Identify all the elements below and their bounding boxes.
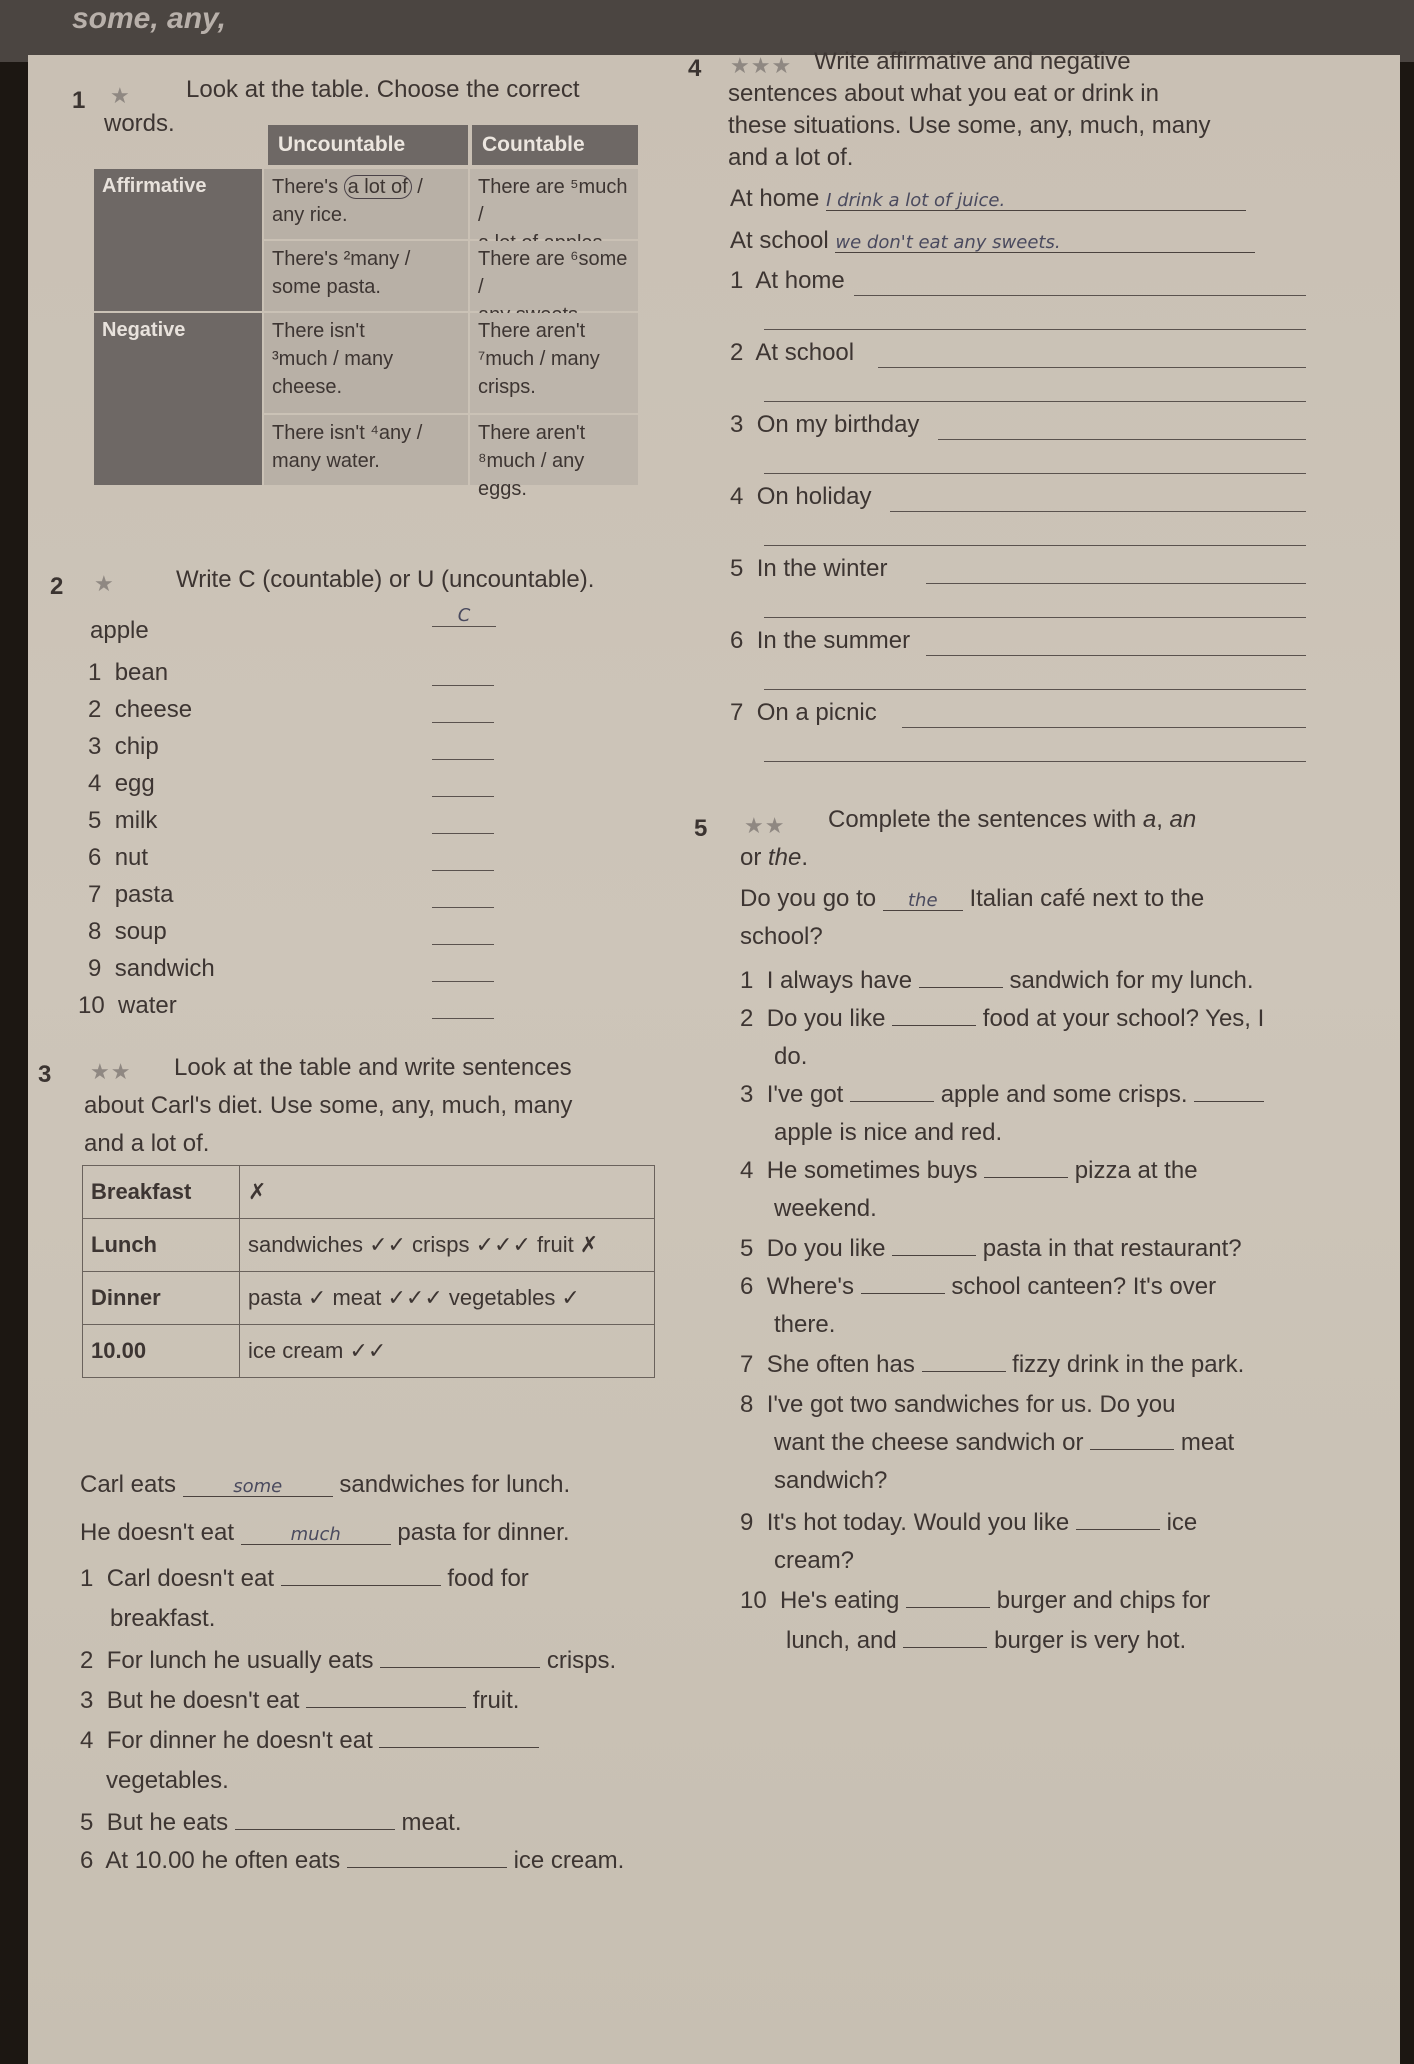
answer-blank[interactable] <box>892 1235 976 1256</box>
ex4-item: 1 At home <box>730 267 845 294</box>
answer-blank[interactable] <box>890 511 1306 512</box>
ex5-sentence-6: 6 Where's school canteen? It's over <box>740 1273 1217 1300</box>
answer-blank[interactable] <box>1076 1509 1160 1530</box>
ex4-example-home: At home I drink a lot of juice. <box>730 185 1246 213</box>
answer-blank[interactable] <box>892 1005 976 1026</box>
ex5-sentence-8-cont: want the cheese sandwich or meat <box>774 1429 1235 1456</box>
ex1-stars: ★ <box>110 83 131 108</box>
answer-line[interactable] <box>764 401 1306 402</box>
answer-blank[interactable] <box>926 655 1306 656</box>
answer-blank[interactable] <box>379 1727 539 1748</box>
ex5-example-answer: the <box>883 890 963 911</box>
ex5-sentence-2-cont: do. <box>774 1043 808 1070</box>
ex3-example-b-answer: much <box>241 1524 391 1545</box>
ex5-sentence-10-cont: lunch, and burger is very hot. <box>786 1627 1187 1654</box>
ex2-number: 2 <box>50 573 64 600</box>
ex5-sentence-8: 8 I've got two sandwiches for us. Do you <box>740 1391 1176 1418</box>
answer-blank[interactable] <box>432 833 494 834</box>
ex5-sentence-6-cont: there. <box>774 1311 836 1338</box>
ex4-example-school-answer: we don't eat any sweets. <box>835 232 1255 253</box>
table-cell: There's a lot of / any rice. <box>264 169 468 239</box>
answer-blank[interactable] <box>432 685 494 686</box>
answer-blank[interactable] <box>906 1587 990 1608</box>
ex4-stars: ★★★ <box>730 53 793 78</box>
ex2-item: 1 bean <box>88 659 169 686</box>
answer-blank[interactable] <box>938 439 1306 440</box>
ex3-example-a: Carl eats some sandwiches for lunch. <box>80 1471 571 1498</box>
ex5-sentence-5: 5 Do you like pasta in that restaurant? <box>740 1235 1242 1262</box>
answer-line[interactable] <box>764 329 1306 330</box>
ex2-item: 4 egg <box>88 770 155 797</box>
answer-blank[interactable] <box>861 1273 945 1294</box>
ex2-item: 5 milk <box>88 807 158 834</box>
workbook-page <box>28 48 1400 2064</box>
ex3-question-2: 2 For lunch he usually eats crisps. <box>80 1647 617 1674</box>
answer-blank[interactable] <box>903 1627 987 1648</box>
answer-line[interactable] <box>764 761 1306 762</box>
table-cell: There aren't ⁸much / any eggs. <box>470 415 638 485</box>
answer-blank[interactable] <box>432 944 494 945</box>
ex4-item: 2 At school <box>730 339 855 366</box>
ex4-example-home-answer: I drink a lot of juice. <box>826 190 1246 211</box>
answer-line[interactable] <box>764 473 1306 474</box>
answer-blank[interactable] <box>235 1809 395 1830</box>
answer-blank[interactable] <box>380 1647 540 1668</box>
ex5-sentence-4: 4 He sometimes buys pizza at the <box>740 1157 1198 1184</box>
answer-blank[interactable] <box>432 1018 494 1019</box>
ex3-question-1: 1 Carl doesn't eat food for <box>80 1565 529 1592</box>
ex5-stars: ★★ <box>744 813 786 838</box>
ex5-sentence-4-cont: weekend. <box>774 1195 877 1222</box>
table-cell: There are ⁵much / <box>470 169 638 239</box>
ex4-item: 7 On a picnic <box>730 699 877 726</box>
answer-blank[interactable] <box>902 727 1306 728</box>
row-header-negative: Negative <box>94 313 262 485</box>
ex5-number: 5 <box>694 815 708 842</box>
answer-blank[interactable] <box>878 367 1306 368</box>
ex3-instruction: Look at the table and write sentences <box>174 1054 572 1081</box>
circled-answer: a lot of <box>344 175 412 199</box>
ex4-instruction-cont: and a lot of. <box>728 144 854 171</box>
ex4-instruction-cont: sentences about what you eat or drink in <box>728 80 1159 107</box>
table-row: Breakfast ✗ <box>83 1166 655 1219</box>
ex1-instruction-cont: words. <box>104 110 175 137</box>
answer-blank[interactable] <box>850 1081 934 1102</box>
ex2-item: 10 water <box>78 992 177 1019</box>
ex4-number: 4 <box>688 55 702 82</box>
table-cell: There aren't ⁷much / many crisps. <box>470 313 638 413</box>
ex4-item: 5 In the winter <box>730 555 888 582</box>
ex3-example-b: He doesn't eat much pasta for dinner. <box>80 1519 570 1546</box>
answer-line[interactable] <box>764 545 1306 546</box>
table-row: 10.00 ice cream ✓✓ <box>83 1325 655 1378</box>
answer-blank[interactable] <box>926 583 1306 584</box>
ex3-instruction-cont: and a lot of. <box>84 1130 210 1157</box>
answer-blank[interactable] <box>432 870 494 871</box>
table-row: Dinner pasta ✓ meat ✓✓✓ vegetables ✓ <box>83 1272 655 1325</box>
ex3-instruction-cont: about Carl's diet. Use some, any, much, many <box>84 1092 573 1119</box>
answer-blank[interactable] <box>919 967 1003 988</box>
ex5-example: Do you go to the Italian café next to the <box>740 885 1205 912</box>
col-header-uncountable: Uncountable <box>268 125 468 165</box>
answer-blank[interactable] <box>432 907 494 908</box>
ex2-item: 9 sandwich <box>88 955 215 982</box>
ex2-item: 2 cheese <box>88 696 193 723</box>
ex2-item: 8 soup <box>88 918 167 945</box>
ex2-stars: ★ <box>94 571 115 596</box>
answer-line[interactable] <box>764 617 1306 618</box>
ex1-instruction: Look at the table. Choose the correct <box>186 76 580 103</box>
table-cell: There's ²many / some pasta. <box>264 241 468 311</box>
ex3-question-5: 5 But he eats meat. <box>80 1809 462 1836</box>
answer-blank[interactable] <box>432 759 494 760</box>
ex5-sentence-2: 2 Do you like food at your school? Yes, I <box>740 1005 1265 1032</box>
ex5-sentence-9-cont: cream? <box>774 1547 855 1574</box>
table-cell: There isn't ⁴any / many water. <box>264 415 468 485</box>
ex1-number: 1 <box>72 87 86 114</box>
ex5-instruction-cont: or the. <box>740 844 809 871</box>
ex3-stars: ★★ <box>90 1059 132 1084</box>
ex4-instruction-cont: these situations. Use some, any, much, many <box>728 112 1211 139</box>
ex2-example-answer: C <box>432 605 496 627</box>
row-header-affirmative: Affirmative <box>94 169 262 311</box>
ex5-sentence-1: 1 I always have sandwich for my lunch. <box>740 967 1254 994</box>
answer-blank[interactable] <box>432 981 494 982</box>
answer-blank[interactable] <box>281 1565 441 1586</box>
ex5-sentence-9: 9 It's hot today. Would you like ice <box>740 1509 1198 1536</box>
section-title: some, any, <box>72 2 226 35</box>
table-row: Lunch sandwiches ✓✓ crisps ✓✓✓ fruit ✗ <box>83 1219 655 1272</box>
carl-diet-table <box>82 1165 655 1378</box>
ex3-number: 3 <box>38 1061 52 1088</box>
ex4-example-school: At school we don't eat any sweets. <box>730 227 1255 255</box>
ex5-sentence-7: 7 She often has fizzy drink in the park. <box>740 1351 1245 1378</box>
ex5-sentence-10: 10 He's eating burger and chips for <box>740 1587 1211 1614</box>
ex2-item: 7 pasta <box>88 881 174 908</box>
col-header-countable: Countable <box>472 125 638 165</box>
ex2-item: 3 chip <box>88 733 159 760</box>
answer-blank[interactable] <box>854 295 1306 296</box>
answer-blank[interactable] <box>1194 1081 1264 1102</box>
ex2-instruction: Write C (countable) or U (uncountable). <box>176 566 595 593</box>
ex5-sentence-3-cont: apple is nice and red. <box>774 1119 1003 1146</box>
answer-blank[interactable] <box>306 1687 466 1708</box>
answer-line[interactable] <box>764 689 1306 690</box>
answer-blank[interactable] <box>432 796 494 797</box>
ex2-item: 6 nut <box>88 844 149 871</box>
ex3-question-4: 4 For dinner he doesn't eat <box>80 1727 539 1755</box>
ex2-example-word: apple <box>90 617 149 644</box>
ex5-instruction: Complete the sentences with a, an <box>828 806 1197 833</box>
ex3-question-6: 6 At 10.00 he often eats ice cream. <box>80 1847 625 1874</box>
ex4-instruction: Write affirmative and negative <box>814 48 1131 75</box>
answer-blank[interactable] <box>1090 1429 1174 1450</box>
answer-blank[interactable] <box>984 1157 1068 1178</box>
ex3-question-1-cont: breakfast. <box>110 1605 216 1632</box>
answer-blank[interactable] <box>347 1847 507 1868</box>
ex5-sentence-3: 3 I've got apple and some crisps. <box>740 1081 1264 1109</box>
ex3-example-a-answer: some <box>183 1476 333 1497</box>
ex4-item: 4 On holiday <box>730 483 872 510</box>
answer-blank[interactable] <box>922 1351 1006 1372</box>
ex3-question-3: 3 But he doesn't eat fruit. <box>80 1687 520 1714</box>
ex4-item: 3 On my birthday <box>730 411 920 438</box>
ex4-item: 6 In the summer <box>730 627 911 654</box>
ex5-example-cont: school? <box>740 923 823 950</box>
table-cell: There isn't ³much / many cheese. <box>264 313 468 413</box>
answer-blank[interactable] <box>432 722 494 723</box>
ex3-question-4-cont: vegetables. <box>106 1767 229 1794</box>
ex5-sentence-8-cont: sandwich? <box>774 1467 888 1494</box>
table-cell: There are ⁶some / <box>470 241 638 311</box>
